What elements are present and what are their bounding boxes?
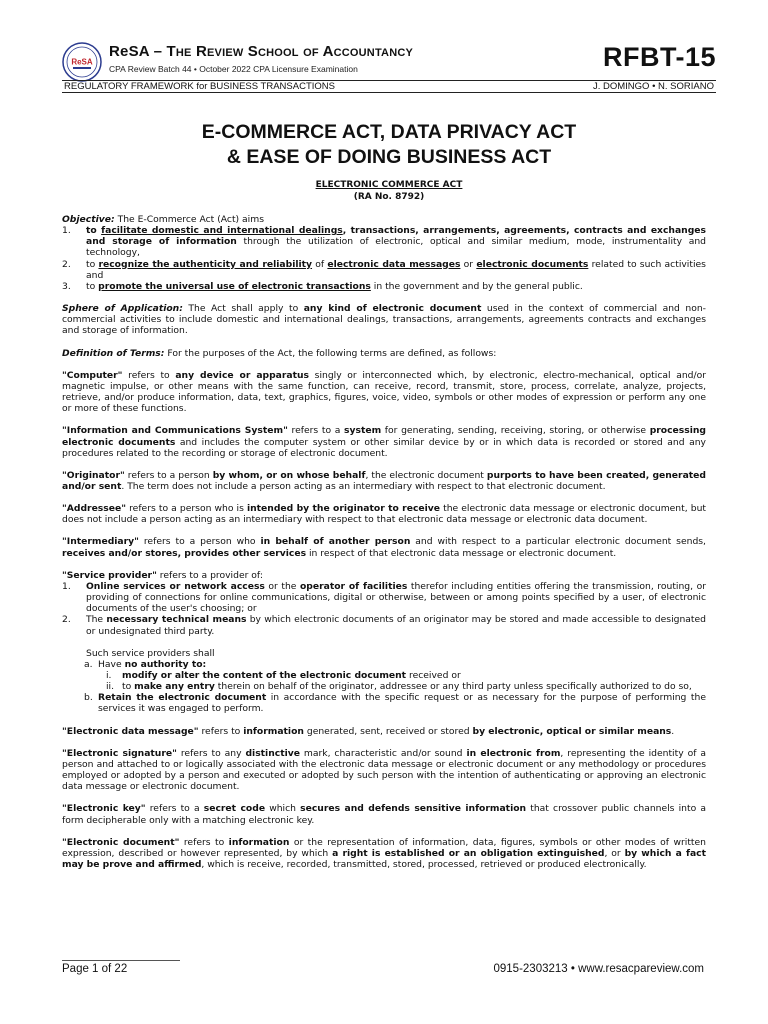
edm-definition: "Electronic data message" refers to information generated, sent, received or stored by electronic, optical or similar means.: [62, 725, 675, 737]
ekey-definition: "Electronic key" refers to a secret code which secures and defends sensitive information that crossover public channels into a form decipherable only with a matching electronic key.: [62, 803, 707, 826]
addressee-definition: "Addressee" refers to a person who is intended by the originator to receive the electronic data message or electronic document, but does not include a person acting as an intermediary with respect to that electronic data message or electronic data document.: [62, 503, 706, 526]
objective-list: [62, 225, 706, 292]
intermediary-definition: "Intermediary" refers to a person who in behalf of another person and with respect to a particular electronic document sends, receives and/or stores, provides other services in respect of that electronic data message or electronic document.: [62, 536, 706, 559]
page-number: Page 1 of 22: [62, 963, 128, 975]
batch-line: CPA Review Batch 44 • October 2022 CPA Licensure Examination: [109, 64, 358, 74]
org-name: ReSA – The Review School of Accountancy: [109, 43, 414, 60]
list-item: 3. to promote the universal use of electronic transactions in the government and by the general public.: [62, 280, 583, 292]
list-item: b. Retain the electronic document in accordance with the specific request or as necessary for the purpose of performing the services it was engaged to perform.: [84, 692, 706, 715]
footer-rule: [62, 960, 180, 961]
list-item: i. modify or alter the content of the electronic document received or: [106, 670, 461, 681]
ics-definition: "Information and Communications System" refers to a system for generating, sending, receiving, storing, or otherwise processing electronic documents and includes the computer system or other similar device by or in which data is recorded or stored and any procedures related to the recording or storage of electronic document.: [62, 425, 706, 459]
list-item: 2. The necessary technical means by which electronic documents of an originator may be stored and made accessible to designated or undesignated third party.: [62, 614, 706, 637]
document-body: [62, 214, 706, 881]
document-code: RFBT-15: [602, 42, 716, 72]
svg-text:ReSA: ReSA: [71, 57, 93, 67]
resa-logo-icon: [62, 42, 102, 82]
page-title-line1: E-COMMERCE ACT, DATA PRIVACY ACT: [201, 121, 577, 143]
page-title-line2: & EASE OF DOING BUSINESS ACT: [226, 146, 552, 168]
service-provider-definition: "Service provider" refers to a provider of: 1. Online services or network access or the operator of facilities therefor including entities offering the transmission, routing, or providing of connections for online communications, digital or otherwise, between or among points specified by a user, of electronic documents of the user's choosing; or 2. The necessary technical means by which electronic documents of an originator may be stored and made accessible to designated or undesignated third party. Such service providers shall a. Have no authority to: i. modify or alter the content of the electronic document received or ii. to make any entry therein on behalf of the originator, addressee or any third party unless specifically authorized to do so, b. Retain the electronic document in accordance with the specific request or as necessary for the purpose of performing the services it was engaged to perform.: [62, 569, 706, 715]
section-heading: ELECTRONIC COMMERCE ACT: [315, 180, 463, 190]
list-item: a. Have no authority to:: [84, 658, 207, 670]
sphere-paragraph: Sphere of Application: The Act shall apply to any kind of electronic document used in the context of commercial and non-commercial activities to include domestic and international dealings, transactions, arrangements, agreements contracts and exchanges and storage of information.: [62, 303, 706, 337]
definition-paragraph: Definition of Terms: For the purposes of the Act, the following terms are defined, as follows:: [62, 347, 497, 359]
originator-definition: "Originator" refers to a person by whom, or on whose behalf, the electronic document purports to have been created, generated and/or sent. The term does not include a person acting as an intermediary with respect to that electronic document.: [62, 469, 706, 492]
edoc-definition: "Electronic document" refers to information or the representation of information, data, figures, symbols or other modes of written expression, described or however represented, by which a right is established or an obligation extinguished, or by which a fact may be prove and affirmed, which is receive, recorded, transmitted, stored, processed, retrieved or produced electronically.: [62, 836, 707, 871]
section-ra-number: (RA No. 8792): [353, 192, 425, 202]
objective-paragraph: Objective: The E-Commerce Act (Act) aims 1. to facilitate domestic and international dealings, transactions, arrangements, agreements, contracts and exchanges and storage of information through the utilization of electronic, optical and similar medium, mode, instrumentality and technology, 2. to recognize the authenticity and reliability of electronic data messages or electronic documents related to such activities and 3. to promote the universal use of electronic transactions in the government and by the general public.: [62, 214, 706, 292]
authors-label: J. DOMINGO • N. SORIANO: [592, 81, 714, 92]
service-provider-duties-intro: Such service providers shall: [86, 647, 215, 659]
subject-label: REGULATORY FRAMEWORK for BUSINESS TRANSACTIONS: [64, 81, 335, 92]
list-item: 2. to recognize the authenticity and reliability of electronic data messages or electronic documents related to such activities and: [62, 258, 706, 281]
list-item: 1. Online services or network access or the operator of facilities therefor including entities offering the transmission, routing, or providing of connections for online communications, digital or otherwise, between or among points specified by a user, of electronic documents of the user's choosing; or: [62, 580, 706, 615]
footer-contact: 0915-2303213 • www.resacpareview.com: [493, 963, 704, 975]
list-item: 1. to facilitate domestic and international dealings, transactions, arrangements, agreements, contracts and exchanges and storage of information through the utilization of electronic, optical and similar medium, mode, instrumentality and technology,: [62, 225, 706, 259]
list-item: ii. to make any entry therein on behalf of the originator, addressee or any third party unless specifically authorized to do so,: [106, 681, 692, 693]
computer-definition: "Computer" refers to any device or apparatus singly or interconnected which, by electronic, electro-mechanical, optical and/or magnetic impulse, or other means with the same function, can receive, record, transmit, store, process, correlate, analyze, projects, retrieve, and/or produce information, data, text, graphics, figures, voice, video, symbols or other modes of expression or perform any one or more of these functions.: [62, 369, 706, 415]
header-rule-bottom: [62, 92, 716, 93]
esig-definition: "Electronic signature" refers to any distinctive mark, characteristic and/or sound in electronic from, representing the identity of a person and attached to or logically associated with the electronic data message or electronic document or any methodology or procedures employed or adopted by a person and executed or adopted by such person with the intention of authenticating or approving an electronic data message or electronic document.: [62, 747, 707, 793]
